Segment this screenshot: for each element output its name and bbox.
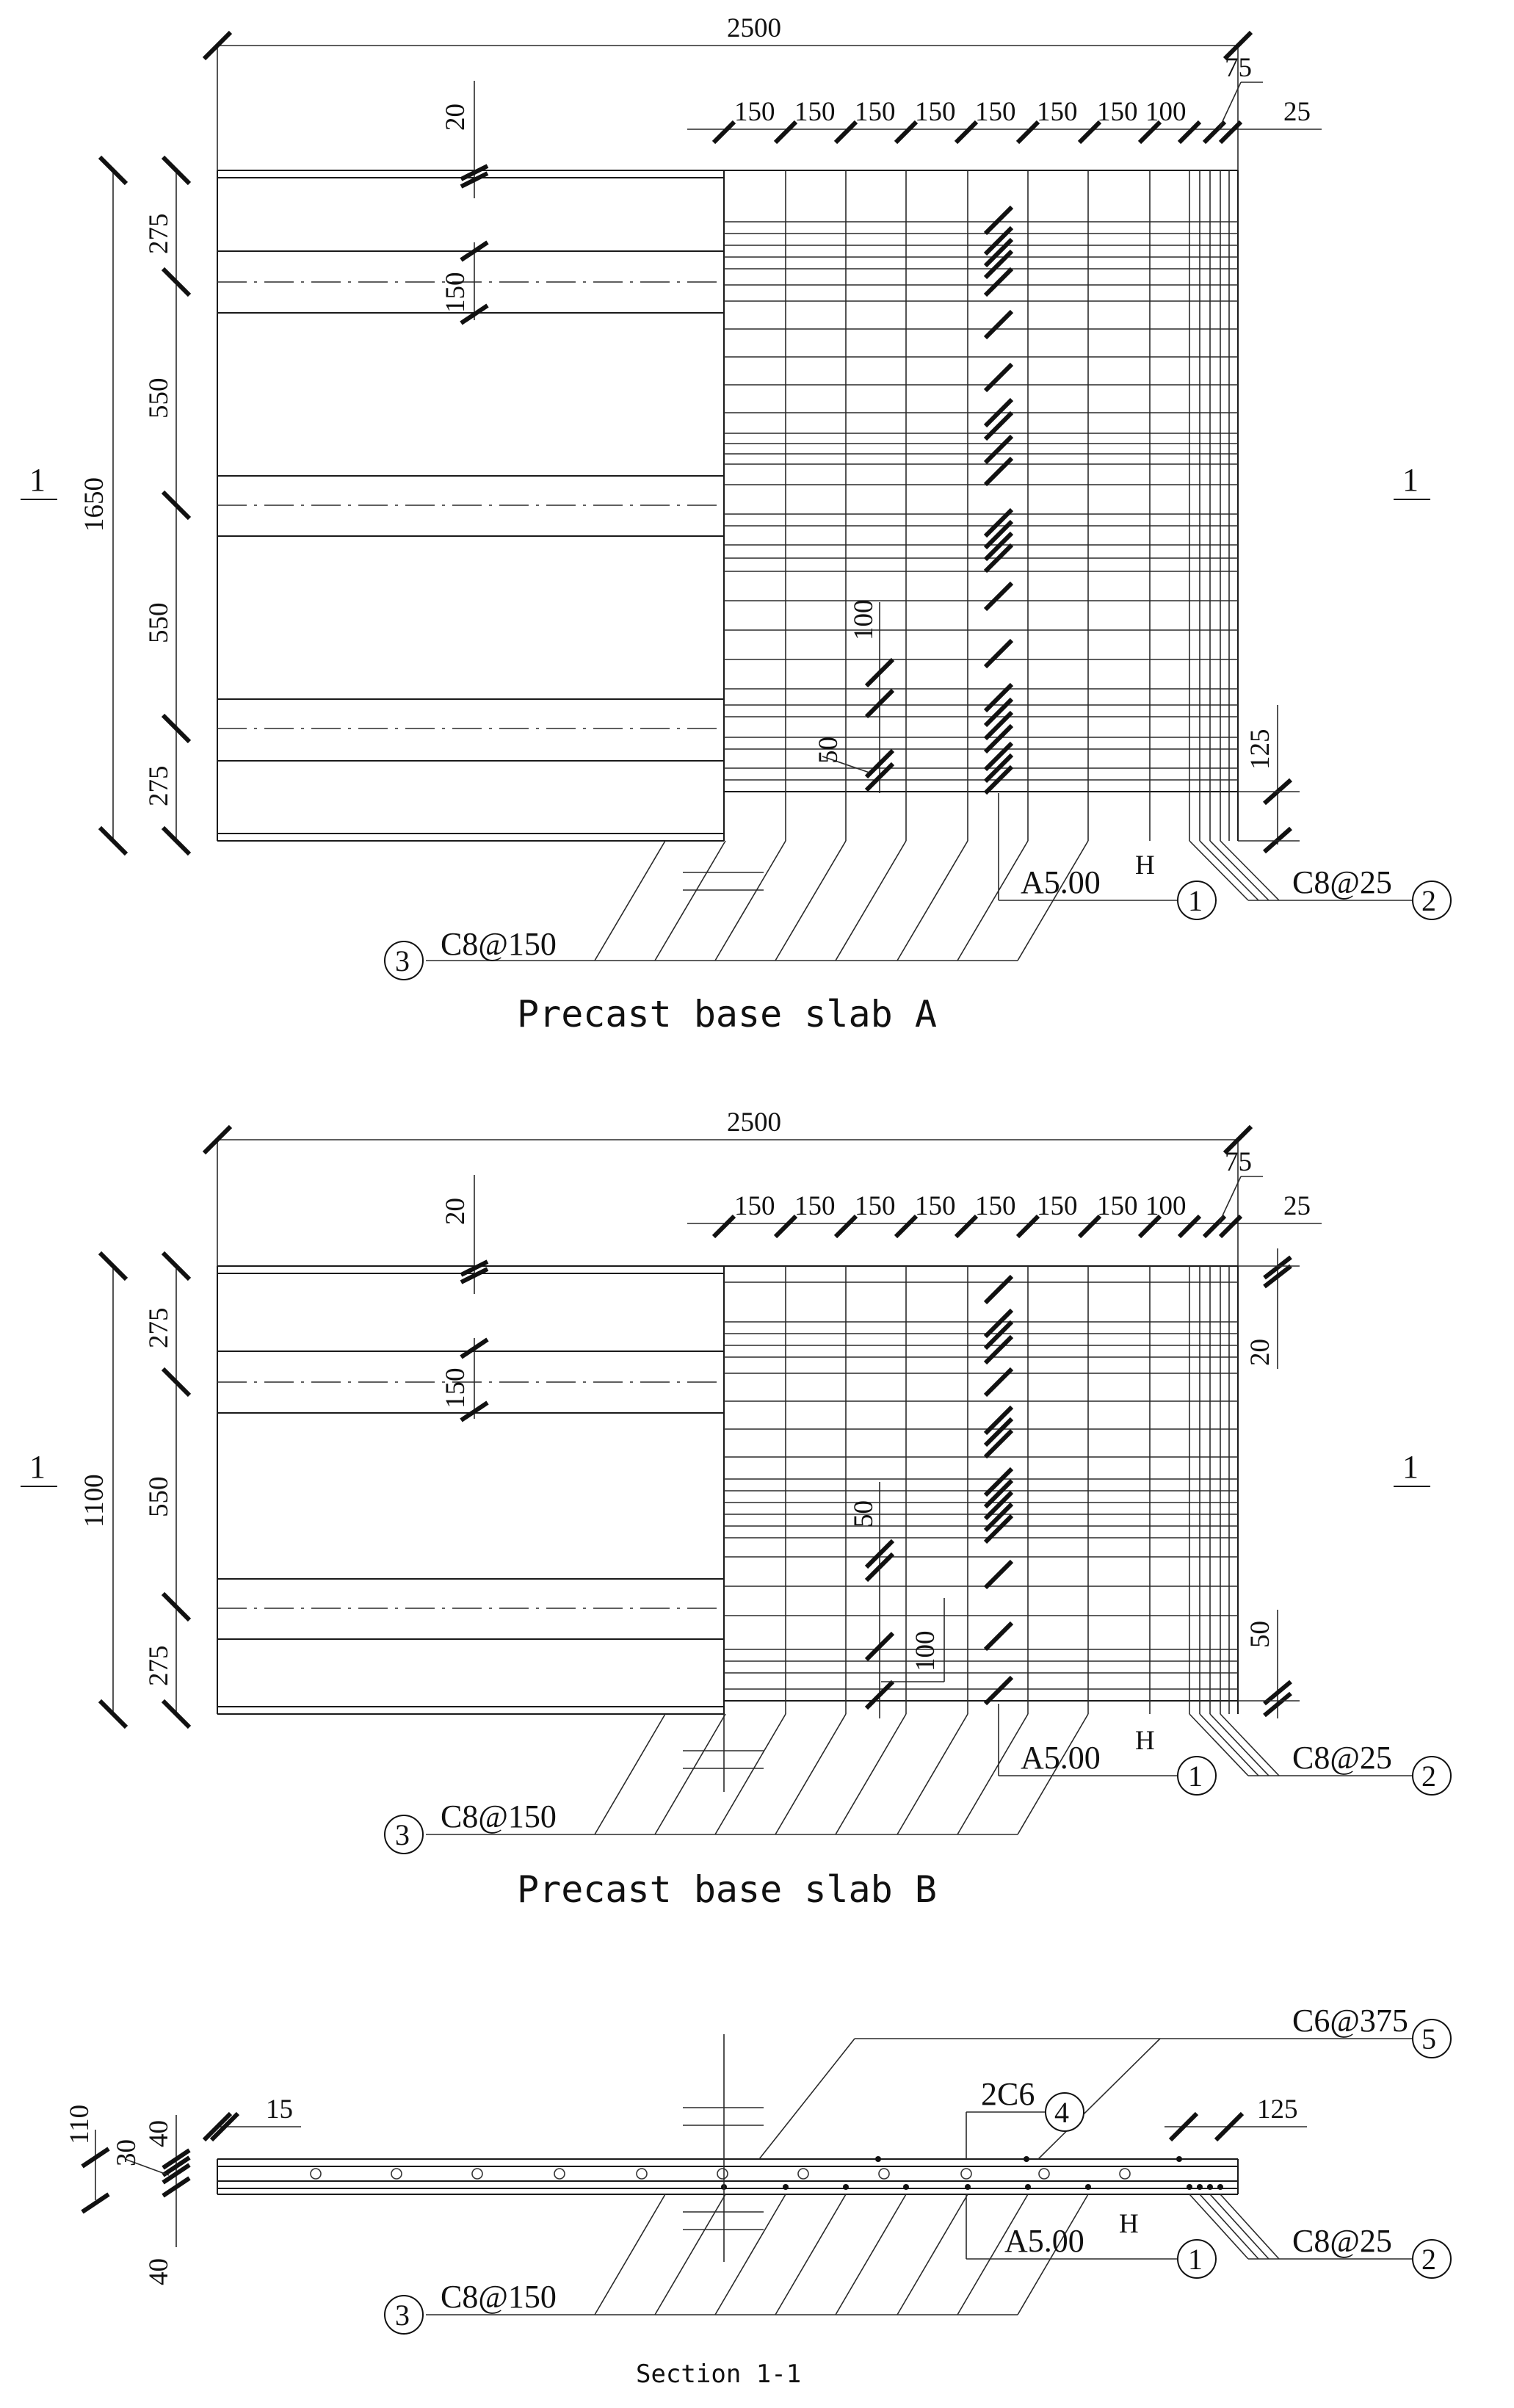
svg-text:550: 550 bbox=[144, 1476, 174, 1517]
section-bar1-label: A5.00 bbox=[1004, 2223, 1084, 2259]
svg-text:100: 100 bbox=[1145, 97, 1187, 127]
slab-b-height: 1100 bbox=[79, 1474, 109, 1527]
slab-a-bar2-label: C8@25 bbox=[1292, 864, 1392, 900]
slab-b-width: 2500 bbox=[727, 1107, 781, 1138]
slab-a-section-mark-right: 1 bbox=[1402, 462, 1419, 498]
svg-text:150: 150 bbox=[734, 97, 775, 127]
slab-b-bar3-label: C8@150 bbox=[441, 1798, 557, 1834]
slab-b-section-mark-right: 1 bbox=[1402, 1449, 1419, 1485]
svg-text:150: 150 bbox=[1037, 97, 1078, 127]
slab-a-title: Precast base slab A bbox=[517, 993, 937, 1035]
section-top-bars bbox=[311, 2169, 1130, 2179]
slab-b-bar2-label: C8@25 bbox=[1292, 1740, 1392, 1776]
slab-b-dim-100: 100 bbox=[910, 1630, 941, 1671]
section-bar3-number: 3 bbox=[395, 2299, 410, 2332]
slab-a-dim-25: 25 bbox=[1283, 97, 1311, 127]
svg-text:275: 275 bbox=[144, 213, 174, 254]
section-bar5-number: 5 bbox=[1421, 2022, 1436, 2056]
slab-b-dim-25: 25 bbox=[1283, 1191, 1311, 1221]
slab-a-bar3-label: C8@150 bbox=[441, 926, 557, 962]
slab-a-bar1-super: H bbox=[1135, 850, 1155, 881]
section-bottom-bars bbox=[721, 2156, 1223, 2190]
slab-a-drawing bbox=[21, 13, 1451, 1035]
svg-text:150: 150 bbox=[915, 1191, 956, 1221]
svg-text:150: 150 bbox=[1097, 97, 1138, 127]
section-bar1-number: 1 bbox=[1188, 2243, 1203, 2276]
slab-a-dim-150: 150 bbox=[441, 272, 471, 313]
slab-a-dim-20: 20 bbox=[441, 104, 471, 131]
slab-a-height: 1650 bbox=[79, 477, 109, 532]
svg-text:150: 150 bbox=[975, 97, 1016, 127]
svg-text:150: 150 bbox=[794, 1191, 836, 1221]
slab-a-dim-75: 75 bbox=[1225, 53, 1252, 83]
svg-text:150: 150 bbox=[855, 1191, 896, 1221]
section-bar3-label: C8@150 bbox=[441, 2279, 557, 2315]
section-bar2-number: 2 bbox=[1421, 2243, 1436, 2276]
svg-text:275: 275 bbox=[144, 1645, 174, 1686]
section-1-1-drawing bbox=[65, 2003, 1451, 2389]
slab-a-dim-100: 100 bbox=[849, 599, 879, 640]
section-dim-15: 15 bbox=[266, 2094, 293, 2125]
slab-b-dim-50: 50 bbox=[849, 1500, 879, 1527]
section-dim-40-top: 40 bbox=[144, 2120, 174, 2147]
section-dim-110: 110 bbox=[65, 2104, 95, 2144]
svg-text:150: 150 bbox=[915, 97, 956, 127]
slab-b-dim-20-right: 20 bbox=[1245, 1339, 1275, 1366]
svg-text:275: 275 bbox=[144, 765, 174, 806]
svg-text:150: 150 bbox=[734, 1191, 775, 1221]
slab-a-dim-50: 50 bbox=[814, 737, 844, 764]
svg-text:275: 275 bbox=[144, 1307, 174, 1348]
section-bar4-label: 2C6 bbox=[981, 2076, 1035, 2112]
slab-b-title: Precast base slab B bbox=[517, 1868, 937, 1911]
svg-text:150: 150 bbox=[1037, 1191, 1078, 1221]
slab-b-bar1-label: A5.00 bbox=[1021, 1740, 1101, 1776]
slab-b-bar1-super: H bbox=[1135, 1726, 1155, 1756]
slab-b-bar2-number: 2 bbox=[1421, 1760, 1436, 1793]
section-dim-40-bottom: 40 bbox=[144, 2258, 174, 2285]
slab-a-section-mark-left: 1 bbox=[29, 462, 46, 498]
slab-b-dim-75: 75 bbox=[1225, 1147, 1252, 1177]
slab-b-section-mark-left: 1 bbox=[29, 1449, 46, 1485]
slab-a-dim-125: 125 bbox=[1245, 728, 1275, 770]
section-bar4-number: 4 bbox=[1054, 2096, 1069, 2129]
slab-a-bar3-number: 3 bbox=[395, 944, 410, 977]
section-bar5-label: C6@375 bbox=[1292, 2003, 1408, 2039]
slab-b-drawing bbox=[21, 1107, 1451, 1911]
svg-text:550: 550 bbox=[144, 602, 174, 643]
slab-a-bar1-number: 1 bbox=[1188, 884, 1203, 917]
section-bar1-super: H bbox=[1119, 2209, 1139, 2239]
slab-b-bar1-number: 1 bbox=[1188, 1760, 1203, 1793]
slab-b-column-spacings bbox=[734, 1191, 1187, 1221]
slab-a-column-spacings bbox=[734, 97, 1187, 127]
slab-b-bar3-number: 3 bbox=[395, 1818, 410, 1851]
section-dim-125: 125 bbox=[1257, 2094, 1298, 2125]
section-title: Section 1-1 bbox=[636, 2360, 802, 2389]
svg-text:150: 150 bbox=[1097, 1191, 1138, 1221]
slab-a-width: 2500 bbox=[727, 13, 781, 43]
section-bar2-label: C8@25 bbox=[1292, 2223, 1392, 2259]
svg-text:150: 150 bbox=[855, 97, 896, 127]
svg-text:550: 550 bbox=[144, 377, 174, 419]
slab-a-bar1-label: A5.00 bbox=[1021, 864, 1101, 900]
svg-text:100: 100 bbox=[1145, 1191, 1187, 1221]
slab-a-bar2-number: 2 bbox=[1421, 884, 1436, 917]
svg-text:150: 150 bbox=[794, 97, 836, 127]
svg-text:150: 150 bbox=[975, 1191, 1016, 1221]
slab-b-dim-150: 150 bbox=[441, 1367, 471, 1409]
slab-b-dim-20: 20 bbox=[441, 1198, 471, 1225]
section-dim-30: 30 bbox=[112, 2139, 142, 2166]
slab-b-dim-50-right: 50 bbox=[1245, 1621, 1275, 1648]
